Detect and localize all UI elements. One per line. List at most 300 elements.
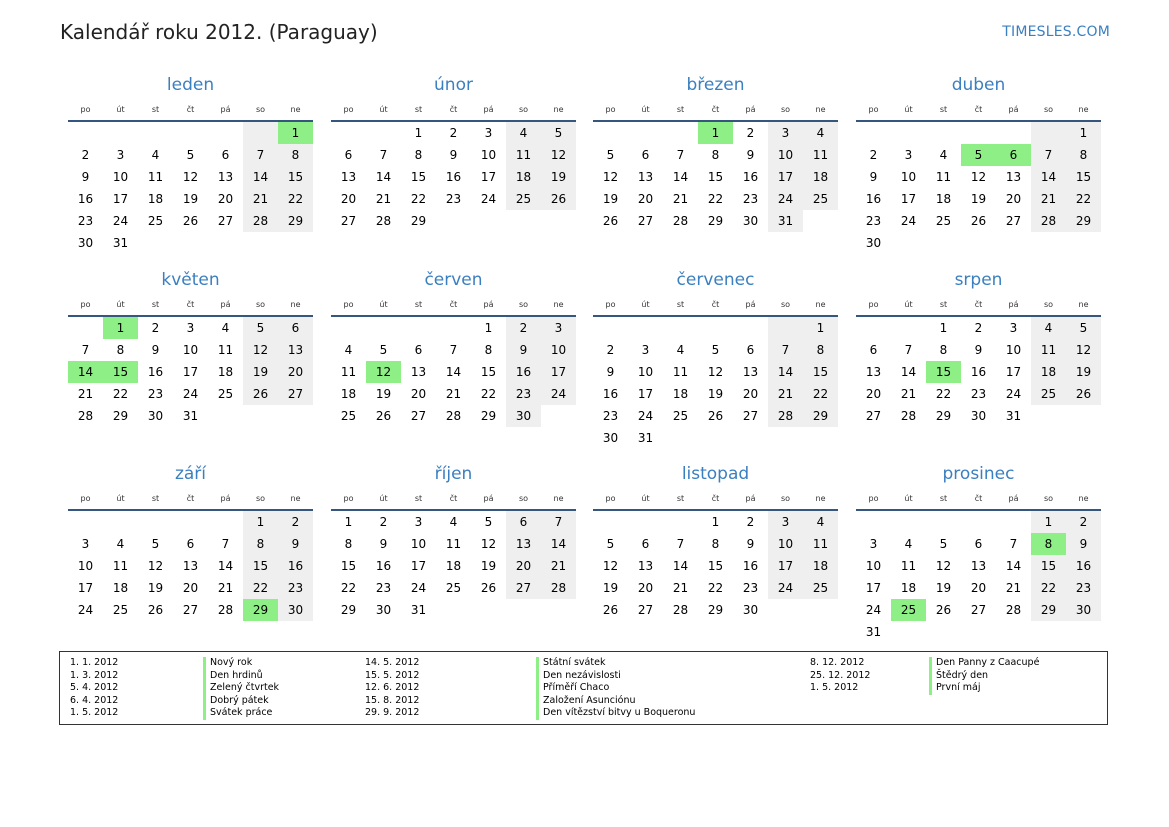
month-name: leden: [166, 75, 215, 95]
day-cell: 4: [116, 537, 125, 551]
legend-dates-column: [70, 657, 118, 720]
day-cell: 14: [68, 361, 103, 383]
day-cell: 15: [803, 361, 838, 383]
day-cell: 24: [1005, 387, 1022, 401]
weekday-header: [331, 103, 576, 117]
day-grid: [856, 317, 1101, 427]
day-cell: 9: [81, 170, 90, 184]
empty-cell: [541, 210, 576, 232]
day-cell: 1: [1031, 511, 1066, 533]
day-cell: 3: [414, 515, 423, 529]
day-grid: [593, 511, 838, 621]
day-cell: 16: [445, 170, 462, 184]
day-cell: 26: [480, 581, 497, 595]
month-září: [68, 462, 313, 621]
day-cell: 16: [742, 170, 759, 184]
weekday-label: po: [343, 494, 354, 503]
day-cell: 18: [217, 365, 234, 379]
day-cell: 31: [637, 431, 654, 445]
day-cell: 1: [103, 317, 138, 339]
day-cell: 27: [637, 214, 654, 228]
day-cell: 6: [506, 511, 541, 533]
day-cell: 13: [865, 365, 882, 379]
day-cell: 16: [970, 365, 987, 379]
day-cell: 28: [768, 405, 803, 427]
day-cell: 30: [375, 603, 392, 617]
month-listopad: [593, 462, 838, 621]
day-cell: 14: [217, 559, 234, 573]
day-cell: 19: [935, 581, 952, 595]
day-cell: 3: [81, 537, 90, 551]
day-cell: 6: [344, 148, 353, 162]
day-cell: 26: [602, 214, 619, 228]
empty-cell: [208, 405, 243, 427]
day-cell: 28: [445, 409, 462, 423]
empty-cell: [663, 511, 698, 533]
day-cell: 17: [865, 581, 882, 595]
weekday-label: út: [904, 105, 913, 114]
day-cell: 11: [147, 170, 164, 184]
day-cell: 24: [541, 383, 576, 405]
day-cell: 2: [746, 515, 755, 529]
day-cell: 27: [637, 603, 654, 617]
day-cell: 6: [746, 343, 755, 357]
day-cell: 22: [410, 192, 427, 206]
legend-holiday-name: Založení Asunciónu: [536, 695, 695, 708]
weekday-label: ne: [290, 300, 301, 309]
weekday-label: so: [1043, 300, 1054, 309]
day-cell: 12: [602, 170, 619, 184]
weekday-label: ne: [290, 494, 301, 503]
day-cell: 16: [375, 559, 392, 573]
day-cell: 8: [1066, 144, 1101, 166]
day-cell: 4: [803, 511, 838, 533]
day-cell: 11: [803, 144, 838, 166]
weekday-label: út: [379, 300, 388, 309]
day-cell: 9: [379, 537, 388, 551]
legend-date: 1. 5. 2012: [810, 682, 859, 693]
weekday-label: čt: [449, 300, 458, 309]
legend-dates-column: [365, 657, 419, 720]
day-cell: 13: [506, 533, 541, 555]
day-cell: 15: [707, 559, 724, 573]
day-cell: 27: [506, 577, 541, 599]
weekday-label: út: [379, 105, 388, 114]
weekday-label: čt: [974, 300, 983, 309]
day-cell: 4: [676, 343, 685, 357]
day-cell: 21: [1031, 188, 1066, 210]
day-cell: 8: [344, 537, 353, 551]
weekday-label: po: [605, 300, 616, 309]
day-cell: 14: [672, 559, 689, 573]
day-cell: 24: [480, 192, 497, 206]
day-cell: 9: [1066, 533, 1101, 555]
empty-cell: [1031, 621, 1066, 643]
empty-cell: [628, 317, 663, 339]
day-cell: 6: [278, 317, 313, 339]
weekday-header: [856, 492, 1101, 506]
day-cell: 18: [147, 192, 164, 206]
weekday-label: út: [116, 494, 125, 503]
day-cell: 30: [742, 603, 759, 617]
day-cell: 25: [217, 387, 234, 401]
weekday-label: so: [518, 494, 529, 503]
day-cell: 31: [768, 210, 803, 232]
day-cell: 25: [1031, 383, 1066, 405]
day-cell: 5: [541, 122, 576, 144]
day-cell: 6: [869, 343, 878, 357]
day-cell: 10: [410, 537, 427, 551]
month-duben: [856, 73, 1101, 254]
day-cell: 13: [637, 170, 654, 184]
day-cell: 24: [637, 409, 654, 423]
empty-cell: [663, 317, 698, 339]
legend-date: 5. 4. 2012: [70, 682, 119, 693]
day-cell: 31: [182, 409, 199, 423]
weekday-label: ne: [553, 494, 564, 503]
weekday-label: st: [151, 494, 160, 503]
day-cell: 15: [1031, 555, 1066, 577]
day-cell: 1: [939, 321, 948, 335]
weekday-label: so: [518, 300, 529, 309]
weekday-label: so: [255, 300, 266, 309]
month-květen: [68, 268, 313, 427]
empty-cell: [768, 599, 803, 621]
day-cell: 30: [970, 409, 987, 423]
day-cell: 26: [243, 383, 278, 405]
day-cell: 2: [81, 148, 90, 162]
day-cell: 27: [182, 603, 199, 617]
weekday-label: út: [116, 105, 125, 114]
day-cell: 15: [926, 361, 961, 383]
empty-cell: [593, 511, 628, 533]
page-title: Kalendář roku 2012. (Paraguay): [60, 20, 378, 44]
day-cell: 8: [711, 148, 720, 162]
day-cell: 7: [221, 537, 230, 551]
day-cell: 13: [742, 365, 759, 379]
empty-cell: [1066, 621, 1101, 643]
day-cell: 27: [865, 409, 882, 423]
weekday-label: pá: [1008, 300, 1019, 309]
day-cell: 9: [449, 148, 458, 162]
weekday-label: út: [904, 494, 913, 503]
empty-cell: [436, 599, 471, 621]
empty-cell: [891, 122, 926, 144]
day-cell: 22: [935, 387, 952, 401]
day-cell: 30: [1066, 599, 1101, 621]
day-cell: 6: [186, 537, 195, 551]
day-grid: [68, 122, 313, 254]
weekday-label: pá: [483, 494, 494, 503]
day-cell: 9: [151, 343, 160, 357]
weekday-label: út: [641, 494, 650, 503]
day-cell: 23: [445, 192, 462, 206]
day-cell: 23: [742, 581, 759, 595]
empty-cell: [366, 122, 401, 144]
day-cell: 20: [506, 555, 541, 577]
legend-holiday-name: Štědrý den: [929, 670, 1039, 683]
holiday-legend: [59, 651, 1108, 725]
empty-cell: [803, 210, 838, 232]
day-cell: 12: [243, 339, 278, 361]
weekday-label: pá: [483, 300, 494, 309]
legend-holiday-name: Svátek práce: [203, 707, 279, 720]
day-cell: 17: [77, 581, 94, 595]
day-cell: 7: [379, 148, 388, 162]
day-cell: 29: [707, 603, 724, 617]
weekday-header: [856, 298, 1101, 312]
day-cell: 23: [147, 387, 164, 401]
day-cell: 5: [606, 537, 615, 551]
day-cell: 13: [410, 365, 427, 379]
day-cell: 21: [375, 192, 392, 206]
weekday-label: po: [605, 105, 616, 114]
day-cell: 11: [803, 533, 838, 555]
empty-cell: [663, 427, 698, 449]
empty-cell: [733, 427, 768, 449]
day-cell: 17: [112, 192, 129, 206]
month-name: duben: [951, 75, 1006, 95]
empty-cell: [926, 621, 961, 643]
day-cell: 17: [410, 559, 427, 573]
day-cell: 28: [1031, 210, 1066, 232]
day-cell: 31: [1005, 409, 1022, 423]
day-cell: 16: [77, 192, 94, 206]
day-cell: 3: [116, 148, 125, 162]
day-cell: 24: [768, 577, 803, 599]
day-cell: 3: [904, 148, 913, 162]
day-cell: 15: [480, 365, 497, 379]
weekday-label: po: [868, 105, 879, 114]
legend-date: 15. 8. 2012: [365, 694, 420, 706]
empty-cell: [208, 511, 243, 533]
weekday-label: út: [116, 300, 125, 309]
weekday-label: út: [641, 105, 650, 114]
weekday-label: st: [939, 300, 948, 309]
day-cell: 8: [803, 339, 838, 361]
weekday-label: čt: [449, 105, 458, 114]
day-cell: 9: [606, 365, 615, 379]
day-cell: 8: [711, 537, 720, 551]
day-cell: 10: [480, 148, 497, 162]
month-červen: [331, 268, 576, 427]
day-cell: 17: [480, 170, 497, 184]
day-cell: 20: [340, 192, 357, 206]
day-cell: 17: [900, 192, 917, 206]
day-cell: 18: [672, 387, 689, 401]
empty-cell: [541, 405, 576, 427]
weekday-label: po: [343, 300, 354, 309]
day-cell: 14: [445, 365, 462, 379]
day-cell: 6: [221, 148, 230, 162]
legend-names-column: [203, 657, 279, 720]
day-cell: 4: [221, 321, 230, 335]
day-cell: 19: [602, 192, 619, 206]
day-cell: 20: [637, 581, 654, 595]
weekday-header: [593, 492, 838, 506]
legend-date: 1. 1. 2012: [70, 657, 119, 668]
day-cell: 11: [1031, 339, 1066, 361]
legend-date: 6. 4. 2012: [70, 694, 119, 706]
day-cell: 17: [541, 361, 576, 383]
empty-cell: [401, 317, 436, 339]
day-cell: 15: [410, 170, 427, 184]
day-cell: 7: [676, 537, 685, 551]
month-name: prosinec: [942, 464, 1015, 484]
day-cell: 2: [606, 343, 615, 357]
day-cell: 20: [970, 581, 987, 595]
day-cell: 20: [278, 361, 313, 383]
day-grid: [856, 122, 1101, 254]
day-cell: 14: [768, 361, 803, 383]
legend-holiday-name: První máj: [929, 682, 1039, 695]
day-cell: 15: [1066, 166, 1101, 188]
month-říjen: [331, 462, 576, 621]
weekday-label: st: [151, 105, 160, 114]
day-cell: 2: [869, 148, 878, 162]
day-cell: 12: [935, 559, 952, 573]
day-cell: 14: [1031, 166, 1066, 188]
day-cell: 18: [506, 166, 541, 188]
day-cell: 12: [366, 361, 401, 383]
day-cell: 10: [1005, 343, 1022, 357]
day-cell: 25: [147, 214, 164, 228]
day-cell: 3: [869, 537, 878, 551]
weekday-label: čt: [711, 105, 720, 114]
day-cell: 23: [375, 581, 392, 595]
day-cell: 10: [541, 339, 576, 361]
day-cell: 7: [676, 148, 685, 162]
day-cell: 22: [1066, 188, 1101, 210]
day-cell: 29: [707, 214, 724, 228]
day-cell: 1: [344, 515, 353, 529]
legend-holiday-name: Den Panny z Caacupé: [929, 657, 1039, 670]
weekday-header: [68, 298, 313, 312]
day-cell: 16: [1066, 555, 1101, 577]
day-cell: 2: [151, 321, 160, 335]
weekday-label: čt: [186, 300, 195, 309]
day-cell: 8: [278, 144, 313, 166]
weekday-label: st: [414, 105, 423, 114]
day-cell: 2: [1066, 511, 1101, 533]
month-name: říjen: [434, 464, 473, 484]
weekday-header: [68, 492, 313, 506]
weekday-label: čt: [186, 494, 195, 503]
day-cell: 28: [375, 214, 392, 228]
day-cell: 3: [541, 317, 576, 339]
day-cell: 30: [77, 236, 94, 250]
day-cell: 18: [803, 166, 838, 188]
empty-cell: [173, 511, 208, 533]
day-cell: 3: [641, 343, 650, 357]
empty-cell: [506, 599, 541, 621]
day-cell: 23: [970, 387, 987, 401]
site-link[interactable]: TIMESLES.COM: [1002, 24, 1110, 40]
day-cell: 12: [147, 559, 164, 573]
day-cell: 2: [974, 321, 983, 335]
weekday-label: st: [939, 494, 948, 503]
day-cell: 18: [340, 387, 357, 401]
day-cell: 5: [606, 148, 615, 162]
day-grid: [593, 317, 838, 449]
day-cell: 24: [410, 581, 427, 595]
day-cell: 5: [484, 515, 493, 529]
day-cell: 17: [637, 387, 654, 401]
empty-cell: [208, 232, 243, 254]
day-cell: 12: [707, 365, 724, 379]
weekday-label: po: [80, 494, 91, 503]
day-grid: [331, 317, 576, 427]
day-cell: 8: [1031, 533, 1066, 555]
legend-date: 1. 3. 2012: [70, 669, 119, 681]
weekday-label: pá: [483, 105, 494, 114]
day-cell: 10: [900, 170, 917, 184]
day-cell: 28: [77, 409, 94, 423]
day-cell: 5: [939, 537, 948, 551]
day-cell: 28: [672, 214, 689, 228]
day-cell: 9: [746, 537, 755, 551]
weekday-header: [593, 103, 838, 117]
day-cell: 21: [445, 387, 462, 401]
empty-cell: [208, 122, 243, 144]
empty-cell: [1031, 232, 1066, 254]
weekday-label: ne: [815, 494, 826, 503]
empty-cell: [1066, 405, 1101, 427]
day-cell: 22: [707, 581, 724, 595]
weekday-header: [856, 103, 1101, 117]
legend-date: 25. 12. 2012: [810, 669, 871, 681]
day-cell: 13: [217, 170, 234, 184]
empty-cell: [856, 122, 891, 144]
empty-cell: [856, 317, 891, 339]
day-cell: 29: [1066, 210, 1101, 232]
weekday-label: út: [641, 300, 650, 309]
empty-cell: [331, 317, 366, 339]
day-cell: 25: [445, 581, 462, 595]
day-cell: 30: [278, 599, 313, 621]
day-cell: 26: [970, 214, 987, 228]
day-cell: 2: [449, 126, 458, 140]
weekday-label: po: [80, 105, 91, 114]
day-cell: 11: [112, 559, 129, 573]
weekday-label: čt: [974, 105, 983, 114]
day-cell: 26: [1066, 383, 1101, 405]
empty-cell: [471, 210, 506, 232]
empty-cell: [243, 405, 278, 427]
weekday-label: ne: [553, 105, 564, 114]
day-grid: [331, 122, 576, 232]
day-cell: 1: [243, 511, 278, 533]
day-cell: 15: [243, 555, 278, 577]
day-cell: 29: [112, 409, 129, 423]
month-srpen: [856, 268, 1101, 427]
day-cell: 19: [147, 581, 164, 595]
day-cell: 29: [803, 405, 838, 427]
day-cell: 20: [182, 581, 199, 595]
day-cell: 23: [865, 214, 882, 228]
day-cell: 29: [480, 409, 497, 423]
day-cell: 30: [865, 236, 882, 250]
weekday-label: st: [676, 300, 685, 309]
day-cell: 20: [217, 192, 234, 206]
day-cell: 7: [1009, 537, 1018, 551]
legend-holiday-name: Den hrdinů: [203, 670, 279, 683]
empty-cell: [1066, 232, 1101, 254]
day-cell: 1: [278, 122, 313, 144]
day-cell: 5: [151, 537, 160, 551]
day-cell: 28: [672, 603, 689, 617]
empty-cell: [68, 317, 103, 339]
